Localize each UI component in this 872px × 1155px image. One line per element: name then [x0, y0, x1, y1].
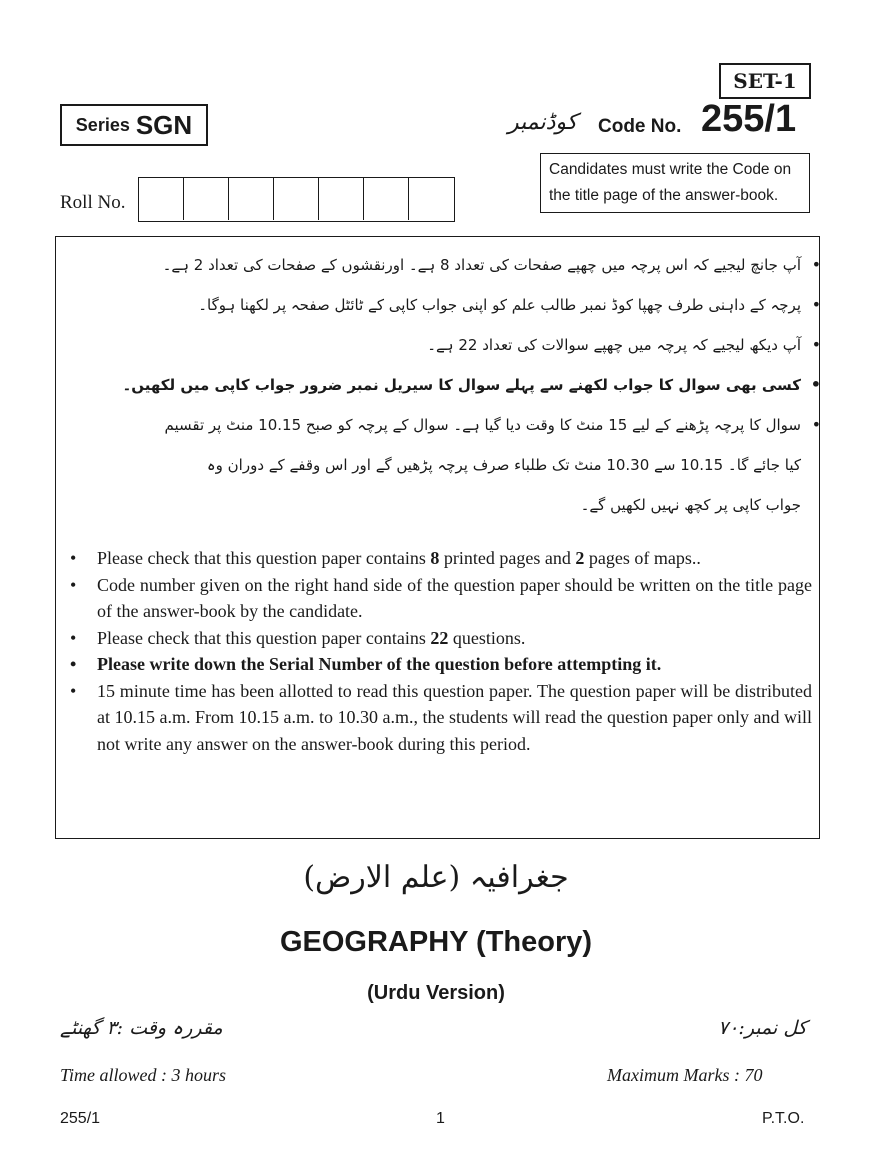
roll-cell[interactable]	[274, 178, 319, 220]
time-urdu: مقررہ وقت :۳ گھنٹے	[60, 1017, 223, 1039]
english-instruction	[62, 545, 812, 572]
code-urdu-label: کوڈنمبر	[508, 110, 578, 135]
page-number: 1	[436, 1110, 445, 1127]
page-count: 8	[430, 548, 440, 568]
roll-cell[interactable]	[229, 178, 274, 220]
roll-number-grid	[138, 177, 455, 222]
marks-urdu: کل نمبر:۷۰	[718, 1017, 807, 1039]
title-english: GEOGRAPHY (Theory)	[279, 926, 593, 958]
urdu-instruction: • کسی بھی سوال کا جواب لکھنے سے پہلے سوال کا سیریل نمبر ضرور جواب کاپی میں لکھیں۔	[80, 365, 815, 405]
candidate-note	[540, 153, 810, 213]
title-urdu: جغرافیہ (علم الارض)	[303, 860, 569, 895]
roll-cell[interactable]	[319, 178, 364, 220]
roll-cell[interactable]	[184, 178, 229, 220]
roll-cell[interactable]	[139, 178, 184, 220]
urdu-instruction-continued: جواب کاپی پر کچھ نہیں لکھیں گے۔	[580, 496, 801, 514]
english-instruction: • Please write down the Serial Number of the question before attempting it.	[62, 651, 812, 678]
urdu-instruction: • پرچہ کے داہنی طرف چھپا کوڈ نمبر طالب علم کو اپنی جواب کاپی کے ٹائٹل صفحہ پر لکھنا ہوگا۔	[80, 285, 815, 325]
maximum-marks: Maximum Marks : 70	[607, 1065, 763, 1085]
candidate-note-line-2: the title page of the answer-book.	[549, 187, 779, 204]
series-value: SGN	[135, 109, 193, 140]
question-count: 22	[430, 627, 449, 648]
urdu-instruction: • آپ دیکھ لیجیے کہ پرچہ میں چھپے سوالات کی تعداد 22 ہے۔	[80, 325, 815, 365]
series-box	[60, 104, 208, 146]
roll-cell[interactable]	[409, 178, 454, 220]
version-label: (Urdu Version)	[367, 982, 505, 1004]
map-count: 2	[575, 548, 585, 568]
text-fragment: Please check that this question paper contains	[97, 627, 431, 648]
urdu-instructions	[80, 245, 815, 525]
english-instruction: • 15 minute time has been allotted to read this question paper. The question paper will be distributed at 10.15 a.m. From 10.15 a.m. to 10.30 a.m., the students will read the question paper only and will not write any answer on the answer-book during this period.	[62, 678, 812, 758]
text-fragment: printed pages and	[439, 548, 576, 568]
urdu-instruction-continued: کیا جائے گا۔ 10.15 سے 10.30 منٹ تک طلباء صرف پرچہ پڑھیں گے اور اس وقفے کے دوران وہ	[206, 456, 801, 474]
text-fragment: pages of maps..	[584, 548, 701, 568]
pto-label: P.T.O.	[762, 1110, 805, 1127]
roll-cell[interactable]	[364, 178, 409, 220]
text-fragment: Please check that this question paper contains	[97, 548, 431, 568]
code-value: 255/1	[701, 98, 797, 140]
series-label: Series	[75, 114, 130, 135]
english-instructions	[62, 545, 812, 757]
candidate-note-line-1: Candidates must write the Code on	[549, 161, 792, 178]
set-label: SET-1	[719, 63, 811, 99]
roll-label: Roll No.	[60, 192, 126, 213]
code-label: Code No.	[598, 116, 682, 137]
urdu-instruction: • آپ جانچ لیجیے کہ اس پرچہ میں چھپے صفحات کی تعداد 8 ہے۔ اورنقشوں کے صفحات کی تعداد 2 ہے۔	[80, 245, 815, 285]
english-instruction	[62, 625, 812, 652]
urdu-instruction: • سوال کا پرچہ پڑھنے کے لیے 15 منٹ کا وقت دیا گیا ہے۔ سوال کے پرچہ کو صبح 10.15 منٹ پر تقسیم	[80, 405, 815, 445]
footer-code: 255/1	[60, 1110, 101, 1127]
english-instruction: • Code number given on the right hand side of the question paper should be written on the title page of the answer-book by the candidate.	[62, 572, 812, 625]
text-fragment: questions.	[448, 627, 526, 648]
time-allowed: Time allowed : 3 hours	[60, 1065, 227, 1085]
